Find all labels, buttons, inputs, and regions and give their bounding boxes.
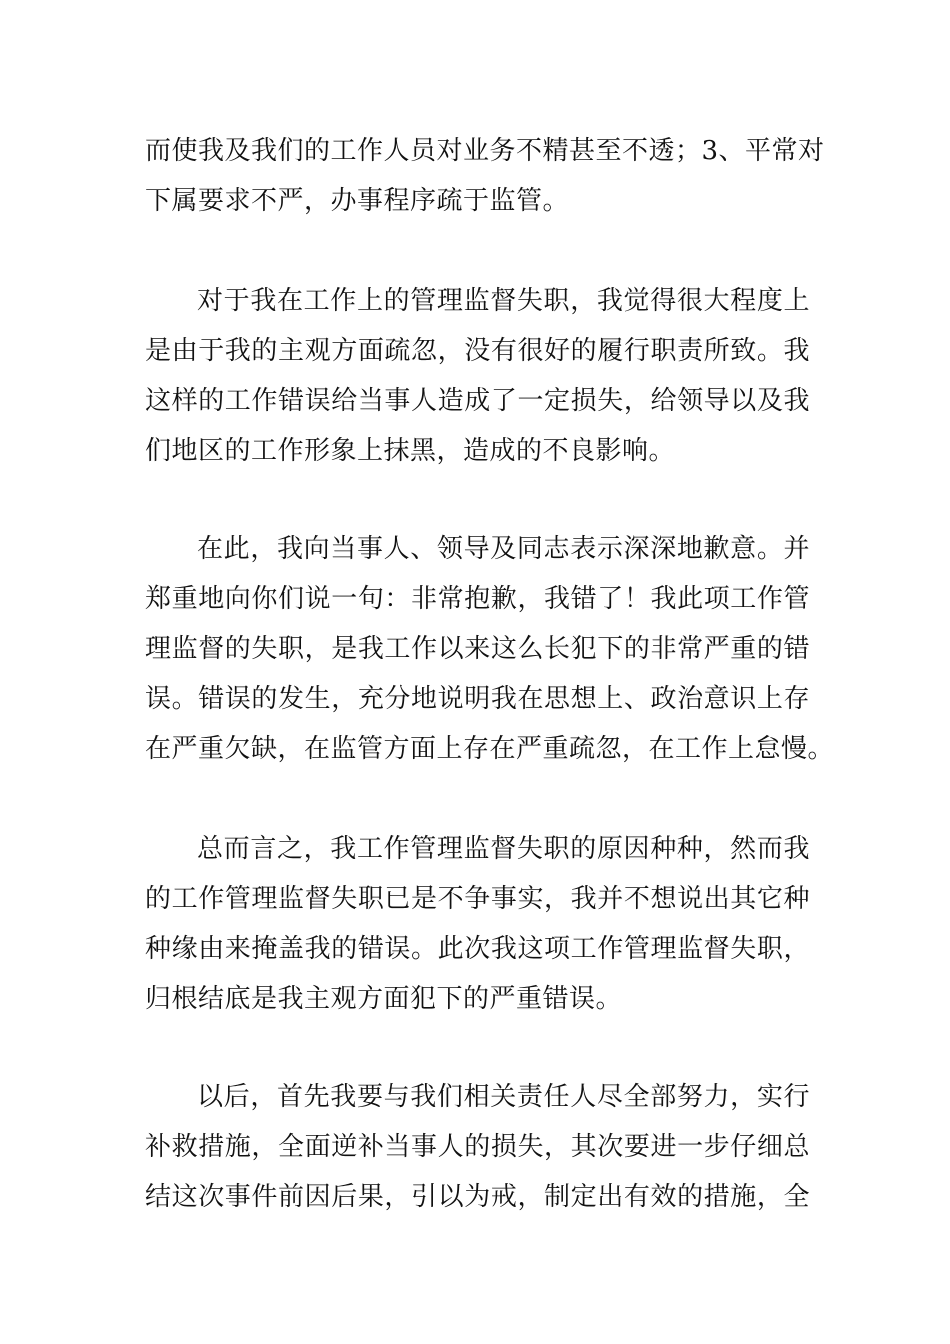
paragraph-line: 们地区的工作形象上抹黑，造成的不良影响。 xyxy=(145,436,676,466)
paragraph-line: 而使我及我们的工作人员对业务不精甚至不透；3、平常对 xyxy=(145,136,825,166)
paragraph-line: 结这次事件前因后果，引以为戒，制定出有效的措施，全 xyxy=(145,1182,810,1212)
paragraph-line: 总而言之，我工作管理监督失职的原因种种，然而我 xyxy=(197,834,810,864)
paragraph-2 xyxy=(145,276,810,476)
paragraph-3 xyxy=(145,524,835,774)
paragraph-line: 归根结底是我主观方面犯下的严重错误。 xyxy=(145,984,623,1014)
paragraph-line: 在此，我向当事人、领导及同志表示深深地歉意。并 xyxy=(197,534,810,564)
paragraph-line: 种缘由来掩盖我的错误。此次我这项工作管理监督失职， xyxy=(145,934,810,964)
paragraph-1 xyxy=(145,126,825,226)
paragraph-line: 理监督的失职，是我工作以来这么长犯下的非常严重的错 xyxy=(145,634,810,664)
paragraph-line: 下属要求不严，办事程序疏于监管。 xyxy=(145,186,570,216)
paragraph-line: 是由于我的主观方面疏忽，没有很好的履行职责所致。我 xyxy=(145,336,810,366)
paragraph-line: 郑重地向你们说一句：非常抱歉，我错了！我此项工作管 xyxy=(145,584,810,614)
paragraph-4 xyxy=(145,824,810,1024)
paragraph-line: 在严重欠缺，在监管方面上存在严重疏忽，在工作上怠慢。 xyxy=(145,734,835,764)
paragraph-line: 对于我在工作上的管理监督失职，我觉得很大程度上 xyxy=(197,286,810,316)
paragraph-5 xyxy=(145,1072,810,1222)
paragraph-line: 的工作管理监督失职已是不争事实，我并不想说出其它种 xyxy=(145,884,810,914)
paragraph-line: 以后，首先我要与我们相关责任人尽全部努力，实行 xyxy=(197,1082,810,1112)
paragraph-line: 误。错误的发生，充分地说明我在思想上、政治意识上存 xyxy=(145,684,810,714)
paragraph-line: 这样的工作错误给当事人造成了一定损失，给领导以及我 xyxy=(145,386,810,416)
paragraph-line: 补救措施，全面逆补当事人的损失，其次要进一步仔细总 xyxy=(145,1132,810,1162)
